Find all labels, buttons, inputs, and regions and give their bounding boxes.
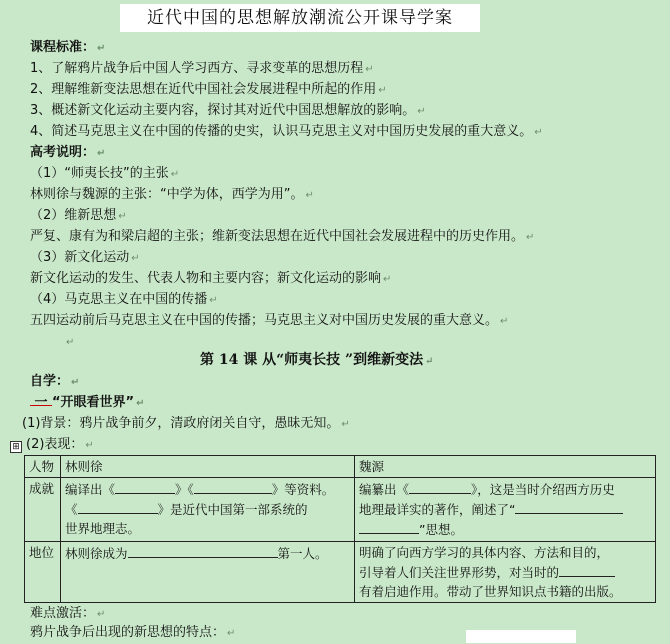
blank[interactable] bbox=[409, 479, 471, 494]
blank[interactable] bbox=[78, 499, 158, 514]
exam-heading: 高考说明： ↵ bbox=[30, 145, 106, 160]
table-row bbox=[25, 456, 656, 478]
header-lin: 林则徐 bbox=[61, 456, 355, 478]
blank[interactable] bbox=[515, 499, 623, 514]
performance-line: (2)表现： ↵ bbox=[26, 437, 94, 452]
standard-item-2: 2、理解维新变法思想在近代中国社会发展进程中所起的作用 ↵ bbox=[30, 82, 387, 97]
table-row bbox=[25, 542, 656, 603]
standard-item-3: 3、概述新文化运动主要内容，探讨其对近代中国思想解放的影响。 ↵ bbox=[30, 103, 426, 118]
feature-line: 鸦片战争后出现的新思想的特点： ↵ bbox=[30, 625, 236, 640]
exam-line-6: 新文化运动的发生、代表人物和主要内容；新文化运动的影响 ↵ bbox=[30, 271, 392, 286]
blank[interactable] bbox=[115, 479, 175, 494]
lin-achievement-cell: 编译出《 》《 》等资料。 《 》是近代中国第一部系统的 世界地理志。 bbox=[61, 478, 355, 542]
wei-achievement-cell: 编纂出《 》，这是当时介绍西方历史 地理最详实的著作，阐述了“ ”思想。 bbox=[355, 478, 656, 542]
exam-line-8: 五四运动前后马克思主义在中国的传播；马克思主义对中国历史发展的重大意义。 ↵ bbox=[30, 313, 509, 328]
header-wei: 魏源 bbox=[355, 456, 656, 478]
standards-heading: 课程标准： ↵ bbox=[30, 40, 106, 55]
blank[interactable] bbox=[559, 562, 615, 577]
wei-status-cell: 明确了向西方学习的具体内容、方法和目的， 引导着人们关注世界形势，对当时的 有着启迪作用。带动了世界知识点书籍的出版。 bbox=[355, 542, 656, 603]
document-title: 近代中国的思想解放潮流公开课导学案 bbox=[120, 4, 480, 32]
background-line: (1)背景：鸦片战争前夕，清政府闭关自守，愚昧无知。 ↵ bbox=[22, 416, 350, 431]
comparison-table bbox=[24, 455, 656, 603]
section-number: 一 bbox=[30, 393, 52, 406]
blank[interactable] bbox=[194, 479, 272, 494]
blank[interactable] bbox=[128, 543, 278, 558]
exam-line-3: （2）维新思想 ↵ bbox=[30, 208, 127, 223]
lin-status-cell: 林则徐成为 第一人。 bbox=[61, 542, 355, 603]
empty-paragraph: ↵ bbox=[66, 337, 75, 348]
header-person: 人物 bbox=[25, 456, 61, 478]
standard-item-1: 1、了解鸦片战争后中国人学习西方、寻求变革的思想历程 ↵ bbox=[30, 61, 374, 76]
table-row bbox=[25, 478, 656, 542]
standard-item-4: 4、简述马克思主义在中国的传播的史实，认识马克思主义对中国历史发展的重大意义。 ↵ bbox=[30, 124, 543, 139]
exam-line-1: （1）“师夷长技”的主张 ↵ bbox=[30, 166, 180, 181]
row-label-status: 地位 bbox=[25, 542, 61, 603]
exam-line-5: （3）新文化运动 ↵ bbox=[30, 250, 140, 265]
selection-highlight bbox=[466, 630, 576, 643]
section-heading: 一 “开眼看世界” ↵ bbox=[30, 393, 144, 414]
blank[interactable] bbox=[359, 519, 419, 534]
exam-line-2: 林则徐与魏源的主张：“中学为体，西学为用”。 ↵ bbox=[30, 187, 314, 202]
row-label-achievement: 成就 bbox=[25, 478, 61, 542]
exam-line-7: （4）马克思主义在中国的传播 ↵ bbox=[30, 292, 218, 307]
lesson-title: 第 14 课 从“师夷长技 ”到维新变法 ↵ bbox=[200, 352, 434, 368]
exam-line-4: 严复、康有为和梁启超的主张；维新变法思想在近代中国社会发展进程中的历史作用。 ↵ bbox=[30, 229, 535, 244]
difficulty-label: 难点激活： ↵ bbox=[30, 606, 106, 621]
selfstudy-label: 自学： ↵ bbox=[30, 374, 80, 389]
table-move-handle-icon[interactable]: ⊞ bbox=[10, 441, 22, 453]
